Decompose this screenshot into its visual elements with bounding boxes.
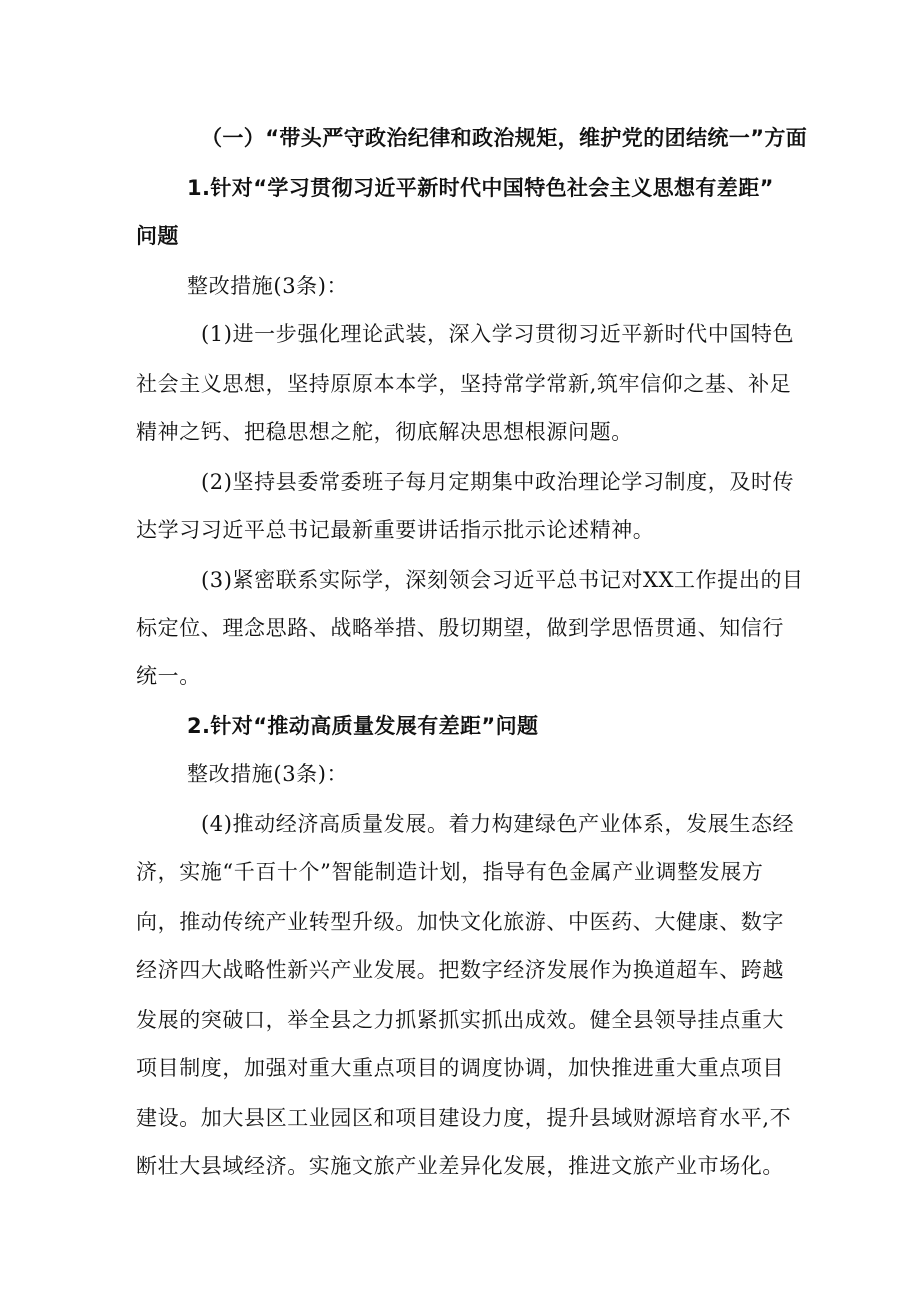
measures-label-1: 整改措施(3条)： — [187, 274, 349, 298]
measure-4-line-1: (4)推动经济高质量发展。着力构建绿色产业体系，发展生态经 — [201, 812, 795, 836]
measure-1-line-2: 社会主义思想，坚持原原本本学，坚持常学常新,筑牢信仰之基、补足 — [136, 372, 792, 396]
measure-4-line-6: 项目制度，加强对重大重点项目的调度协调，加快推进重大重点项目 — [136, 1056, 784, 1080]
issue-heading-2: 2.针对“推动高质量发展有差距”问题 — [187, 714, 539, 738]
measure-2-line-1: (2)坚持县委常委班子每月定期集中政治理论学习制度，及时传 — [201, 470, 795, 494]
measure-4-line-2: 济，实施“千百十个”智能制造计划，指导有色金属产业调整发展方 — [136, 860, 764, 884]
measure-1-line-3: 精神之钙、把稳思想之舵，彻底解决思想根源问题。 — [136, 420, 633, 444]
measure-4-line-3: 向，推动传统产业转型升级。加快文化旅游、中医药、大健康、数字 — [136, 910, 784, 934]
issue-heading-1-continued: 问题 — [136, 224, 179, 248]
measure-4-line-7: 建设。加大县区工业园区和项目建设力度，提升县域财源培育水平,不 — [136, 1106, 792, 1130]
measure-1-line-1: (1)进一步强化理论武装，深入学习贯彻习近平新时代中国特色 — [201, 322, 795, 346]
measure-3-line-2: 标定位、理念思路、战略举措、殷切期望，做到学思悟贯通、知信行 — [136, 616, 784, 640]
measure-3-line-3: 统一。 — [136, 664, 201, 688]
measure-4-line-4: 经济四大战略性新兴产业发展。把数字经济发展作为换道超车、跨越 — [136, 958, 784, 982]
issue-heading-1: 1.针对“学习贯彻习近平新时代中国特色社会主义思想有差距” — [187, 176, 774, 200]
measures-label-2: 整改措施(3条)： — [187, 762, 349, 786]
measure-4-line-5: 发展的突破口，举全县之力抓紧抓实抓出成效。健全县领导挂点重大 — [136, 1008, 784, 1032]
measure-3-line-1: (3)紧密联系实际学，深刻领会习近平总书记对XX工作提出的目 — [201, 568, 804, 592]
measure-2-line-2: 达学习习近平总书记最新重要讲话指示批示论述精神。 — [136, 518, 655, 542]
measure-4-line-8: 断壮大县域经济。实施文旅产业差异化发展，推进文旅产业市场化。 — [136, 1154, 784, 1178]
section-heading: （一）“带头严守政治纪律和政治规矩，维护党的团结统一”方面 — [201, 126, 808, 150]
